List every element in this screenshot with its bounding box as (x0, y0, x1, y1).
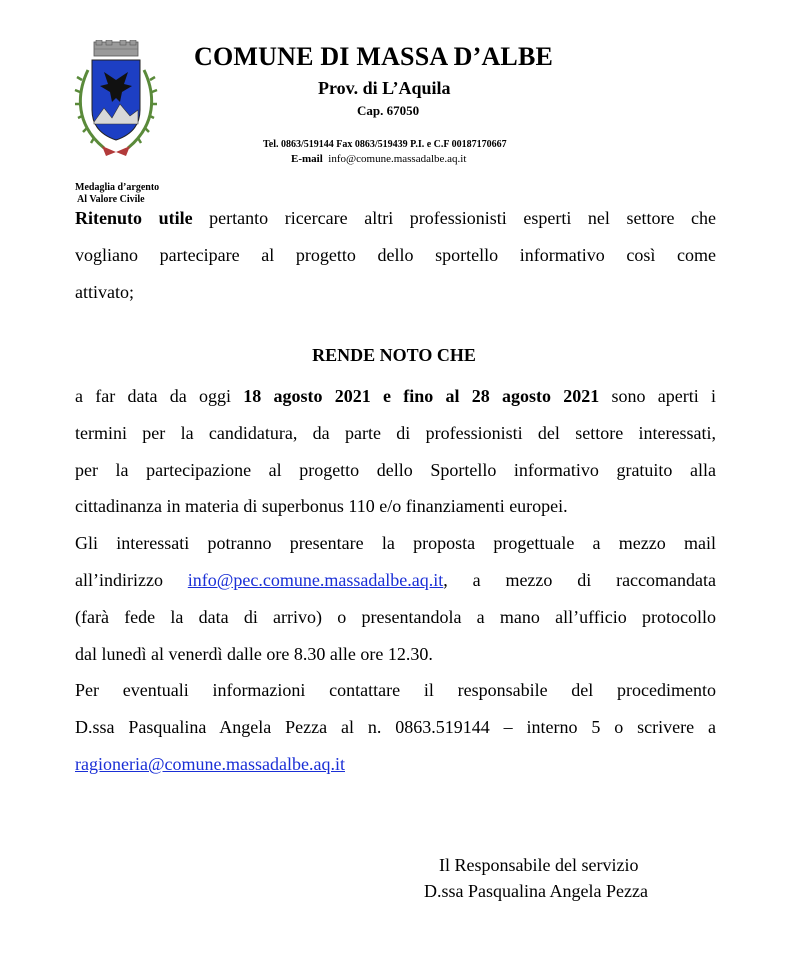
municipal-crest-icon (74, 40, 158, 162)
notice-body (75, 378, 716, 783)
notice-dates: 18 agosto 2021 e fino al 28 agosto 2021 (243, 386, 600, 406)
intro-bold-lead: Ritenuto utile (75, 208, 193, 228)
email-line (291, 153, 466, 165)
org-title: COMUNE DI MASSA D’ALBE (194, 42, 554, 71)
medal-line-1: Medaglia d’argento (75, 182, 160, 193)
email-label: E-mail (291, 153, 323, 165)
signature-role: Il Responsabile del servizio (439, 855, 639, 875)
intro-line-1-text: pertanto ricercare altri professionisti esperti nel settore che (192, 208, 716, 228)
intro-paragraph (75, 200, 716, 310)
signature-name: D.ssa Pasqualina Angela Pezza (424, 881, 648, 901)
notice-line-3: per la partecipazione al progetto dello Sportello informativo gratuito alla (75, 459, 716, 480)
notice-line-5: Gli interessati potranno presentare la proposta progettuale a mezzo mail (75, 533, 716, 554)
notice-line-6 (75, 562, 716, 599)
notice-line-2: termini per la candidatura, da parte di professionisti del settore interessati, (75, 422, 716, 443)
notice-line-10: D.ssa Pasqualina Angela Pezza al n. 0863.519144 – interno 5 o scrivere a (75, 717, 716, 738)
intro-line-3: attivato; (75, 281, 134, 302)
notice-line-9: Per eventuali informazioni contattare il responsabile del procedimento (75, 680, 716, 701)
notice-heading: RENDE NOTO CHE (312, 345, 476, 365)
notice-line-8: dal lunedì al venerdì dalle ore 8.30 alle ore 12.30. (75, 643, 433, 664)
notice-line-6-a: all’indirizzo (75, 569, 188, 590)
notice-line-4: cittadinanza in materia di superbonus 110 e/o finanziamenti europei. (75, 496, 568, 517)
email-value: info@comune.massadalbe.aq.it (328, 153, 467, 165)
notice-line-11 (75, 746, 716, 783)
notice-line-7: (farà fede la data di arrivo) o presentandola a mano all’ufficio protocollo (75, 606, 716, 627)
notice-line-1 (75, 378, 716, 415)
notice-line-6-b: , a mezzo di raccomandata (443, 569, 716, 590)
postal-code: Cap. 67050 (357, 103, 420, 118)
contact-line: Tel. 0863/519144 Fax 0863/519439 P.I. e C.F 00187170667 (263, 139, 507, 150)
province-line: Prov. di L’Aquila (318, 78, 451, 98)
intro-line-1 (75, 200, 716, 237)
medal-line-2: Al Valore Civile (77, 194, 145, 205)
ragioneria-email-link[interactable]: ragioneria@comune.massadalbe.aq.it (75, 753, 345, 774)
notice-line-1-a: a far data da oggi (75, 386, 244, 406)
intro-line-2: vogliano partecipare al progetto dello sportello informativo così come (75, 244, 716, 265)
signature-block (424, 852, 648, 904)
pec-email-link[interactable]: info@pec.comune.massadalbe.aq.it (187, 569, 444, 590)
notice-line-1-b: sono aperti i (599, 386, 717, 406)
